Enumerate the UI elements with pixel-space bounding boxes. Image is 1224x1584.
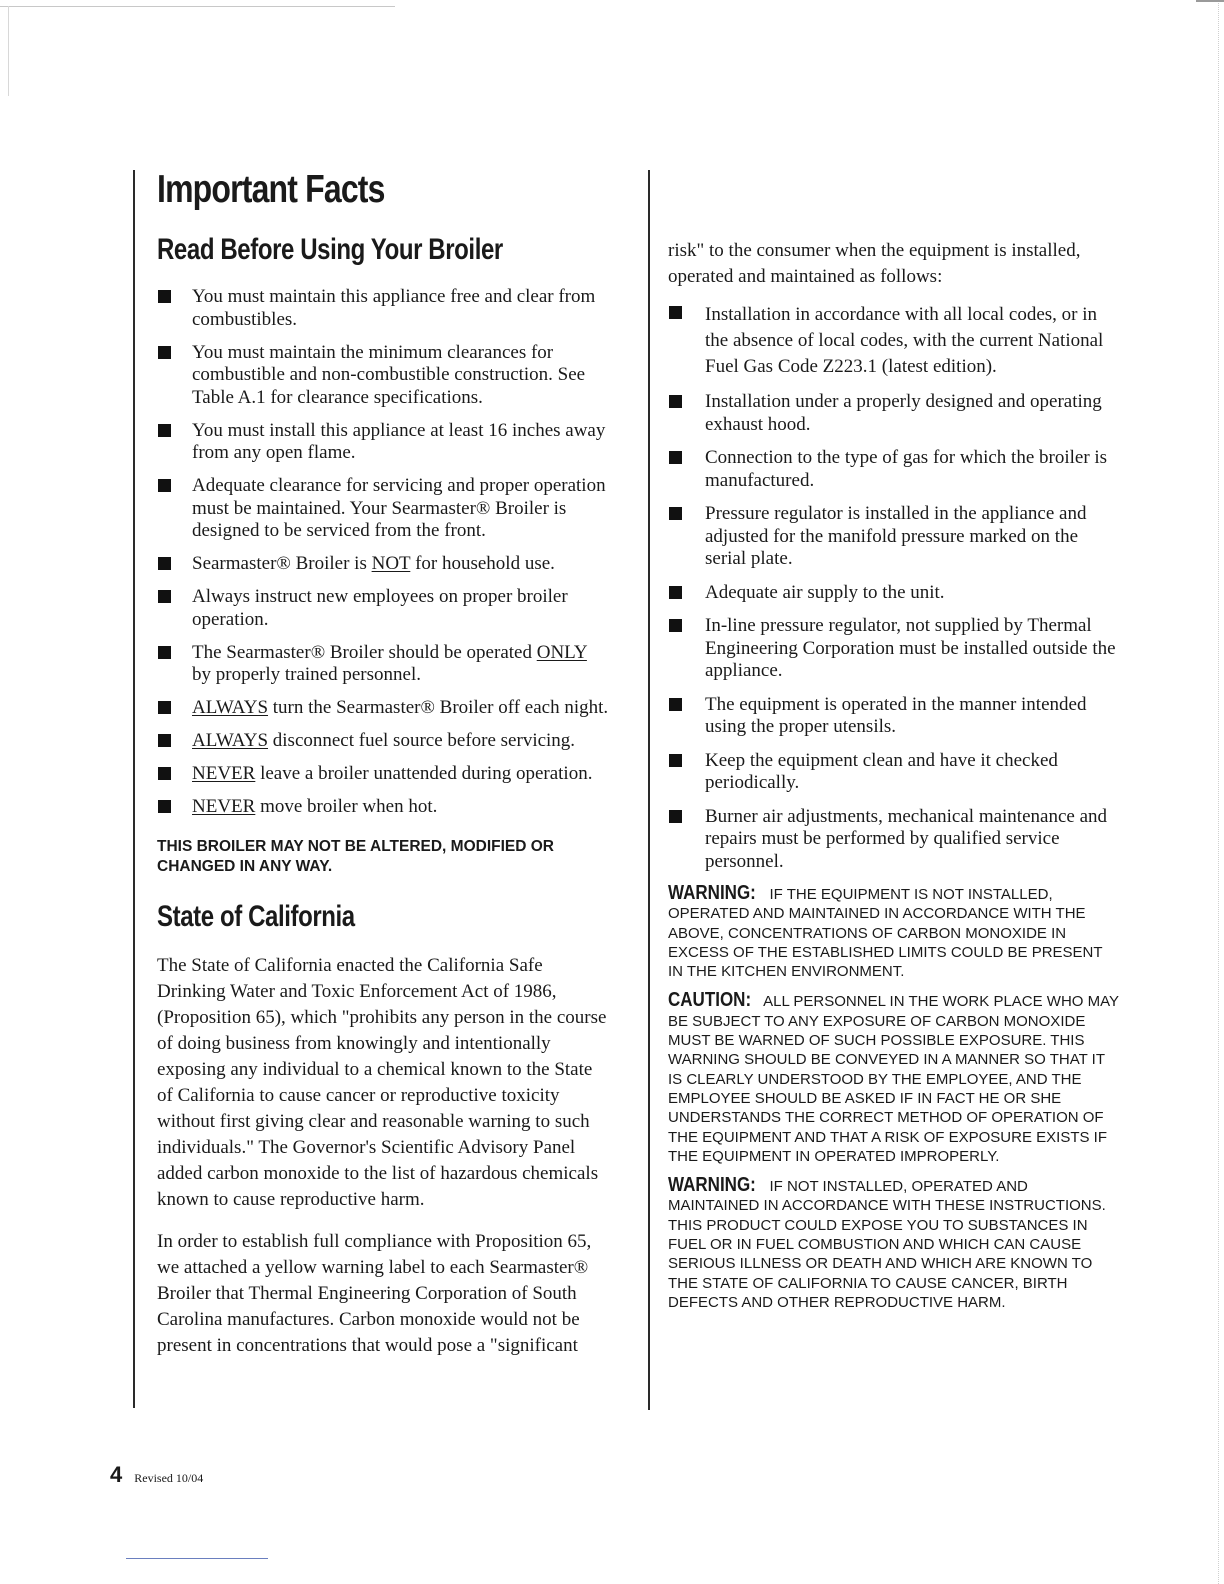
no-modification-notice: THIS BROILER MAY NOT BE ALTERED, MODIFIED OR CHANGED IN ANY WAY.	[157, 837, 554, 875]
square-bullet-icon	[669, 507, 682, 520]
square-bullet-icon	[158, 800, 171, 813]
square-bullet-icon	[158, 346, 171, 359]
revision-date: Revised 10/04	[134, 1471, 204, 1485]
list-item: Keep the equipment clean and have it checked periodically.	[668, 750, 1120, 795]
list-item: Adequate air supply to the unit.	[668, 582, 1120, 605]
square-bullet-icon	[158, 701, 171, 714]
california-paragraph-1: The State of California enacted the California Safe Drinking Water and Toxic Enforcement Act of 1986, (Proposition 65), which "prohibits any person in the course of doing business from knowingly and intentionally exposing any individual to a chemical known to the State of California to cause cancer or reproductive toxicity without first giving clear and reasonable warning to such individuals." The Governor's Scientific Advisory Panel added carbon monoxide to the list of hazardous chemicals known to cause reproductive harm.	[157, 954, 607, 1210]
list-item: Always instruct new employees on proper broiler operation.	[157, 586, 609, 631]
list-item: The equipment is operated in the manner intended using the proper utensils.	[668, 694, 1120, 739]
warning-label: WARNING:	[668, 1174, 756, 1197]
square-bullet-icon	[158, 590, 171, 603]
square-bullet-icon	[158, 646, 171, 659]
list-item: You must install this appliance at least 16 inches away from any open flame.	[157, 420, 609, 465]
list-item: Pressure regulator is installed in the appliance and adjusted for the manifold pressure marked on the serial plate.	[668, 503, 1120, 571]
list-item: Adequate clearance for servicing and proper operation must be maintained. Your Searmaster® Broiler is designed to be serviced from the front.	[157, 475, 609, 543]
list-item: Connection to the type of gas for which the broiler is manufactured.	[668, 447, 1120, 492]
square-bullet-icon	[158, 479, 171, 492]
list-item: You must maintain the minimum clearances for combustible and non-combustible construction. See Table A.1 for clearance specifications.	[157, 342, 609, 410]
page-title: Important Facts	[157, 168, 385, 211]
list-item: ALWAYS disconnect fuel source before servicing.	[157, 730, 609, 753]
square-bullet-icon	[669, 306, 682, 319]
list-item: In-line pressure regulator, not supplied by Thermal Engineering Corporation must be installed outside the appliance.	[668, 615, 1120, 683]
right-column	[668, 238, 1120, 1322]
square-bullet-icon	[669, 395, 682, 408]
list-item: NEVER leave a broiler unattended during operation.	[157, 763, 609, 786]
square-bullet-icon	[669, 810, 682, 823]
scan-edge-left	[8, 6, 9, 96]
square-bullet-icon	[158, 290, 171, 303]
caution-notice: CAUTION: ALL PERSONNEL IN THE WORK PLACE WHO MAY BE SUBJECT TO ANY EXPOSURE OF CARBON MONOXIDE MUST BE WARNED OF SUCH POSSIBLE EXPOSURE. THIS WARNING SHOULD BE CONVEYED IN A MANNER SO THAT IT IS CLEARLY UNDERSTOOD BY THE EMPLOYEE, AND THE EMPLOYEE SHOULD BE ASKED IF IN FACT HE OR SHE UNDERSTANDS THE CORRECT METHOD OF OPERATION OF THE EQUIPMENT AND THAT A RISK OF EXPOSURE EXISTS IF THE EQUIPMENT IN OPERATED IMPROPERLY.	[668, 989, 1119, 1165]
read-before-heading: Read Before Using Your Broiler	[157, 233, 503, 266]
square-bullet-icon	[669, 754, 682, 767]
page-footer	[110, 1462, 203, 1488]
california-paragraph-2: In order to establish full compliance with Proposition 65, we attached a yellow warning label to each Searmaster® Broiler that Thermal Engineering Corporation of South Carolina manufactures. Carbon monoxide would not be present in concentrations that would pose a "significant	[157, 1230, 592, 1356]
list-item: ALWAYS turn the Searmaster® Broiler off each night.	[157, 697, 609, 720]
list-item: Installation in accordance with all local codes, or in the absence of local codes, with the current National Fuel Gas Code Z223.1 (latest edition).	[668, 302, 1120, 380]
page-number: 4	[110, 1462, 123, 1487]
caution-label: CAUTION:	[668, 989, 752, 1012]
left-column	[157, 166, 609, 1375]
square-bullet-icon	[158, 734, 171, 747]
column-divider-rule	[648, 170, 650, 1410]
list-item: Installation under a properly designed and operating exhaust hood.	[668, 391, 1120, 436]
scan-corner-mark	[1196, 0, 1224, 8]
california-heading: State of California	[157, 899, 355, 933]
list-item: You must maintain this appliance free and clear from combustibles.	[157, 286, 609, 331]
list-item: The Searmaster® Broiler should be operated ONLY by properly trained personnel.	[157, 642, 609, 687]
scan-edge-right	[1218, 0, 1219, 1584]
safety-rules-list	[157, 286, 609, 819]
scan-edge-top	[0, 6, 395, 7]
square-bullet-icon	[669, 698, 682, 711]
square-bullet-icon	[158, 424, 171, 437]
compliance-conditions-list	[668, 302, 1120, 873]
square-bullet-icon	[669, 586, 682, 599]
square-bullet-icon	[669, 619, 682, 632]
square-bullet-icon	[158, 557, 171, 570]
list-item: Burner air adjustments, mechanical maintenance and repairs must be performed by qualified service personnel.	[668, 806, 1120, 874]
square-bullet-icon	[158, 767, 171, 780]
list-item: NEVER move broiler when hot.	[157, 796, 609, 819]
left-margin-rule	[133, 170, 135, 1408]
list-item: Searmaster® Broiler is NOT for household use.	[157, 553, 609, 576]
bottom-rule	[126, 1558, 268, 1559]
co-warning-notice: WARNING: IF THE EQUIPMENT IS NOT INSTALLED, OPERATED AND MAINTAINED IN ACCORDANCE WITH THE ABOVE, CONCENTRATIONS OF CARBON MONOXIDE IN EXCESS OF THE ESTABLISHED LIMITS COULD BE PRESENT IN THE KITCHEN ENVIRONMENT.	[668, 882, 1103, 981]
prop65-warning-notice: WARNING: IF NOT INSTALLED, OPERATED AND MAINTAINED IN ACCORDANCE WITH THESE INSTRUCTIONS. THIS PRODUCT COULD EXPOSE YOU TO SUBSTANCES IN FUEL OR IN FUEL COMBUSTION AND WHICH CAN CAUSE SERIOUS ILLNESS OR DEATH AND WHICH ARE KNOWN TO THE STATE OF CALIFORNIA TO CAUSE CANCER, BIRTH DEFECTS AND OTHER REPRODUCTIVE HARM.	[668, 1174, 1106, 1311]
warning-label: WARNING:	[668, 882, 756, 904]
california-continuation: risk" to the consumer when the equipment is installed, operated and maintained as follows:	[668, 240, 1081, 287]
square-bullet-icon	[669, 451, 682, 464]
